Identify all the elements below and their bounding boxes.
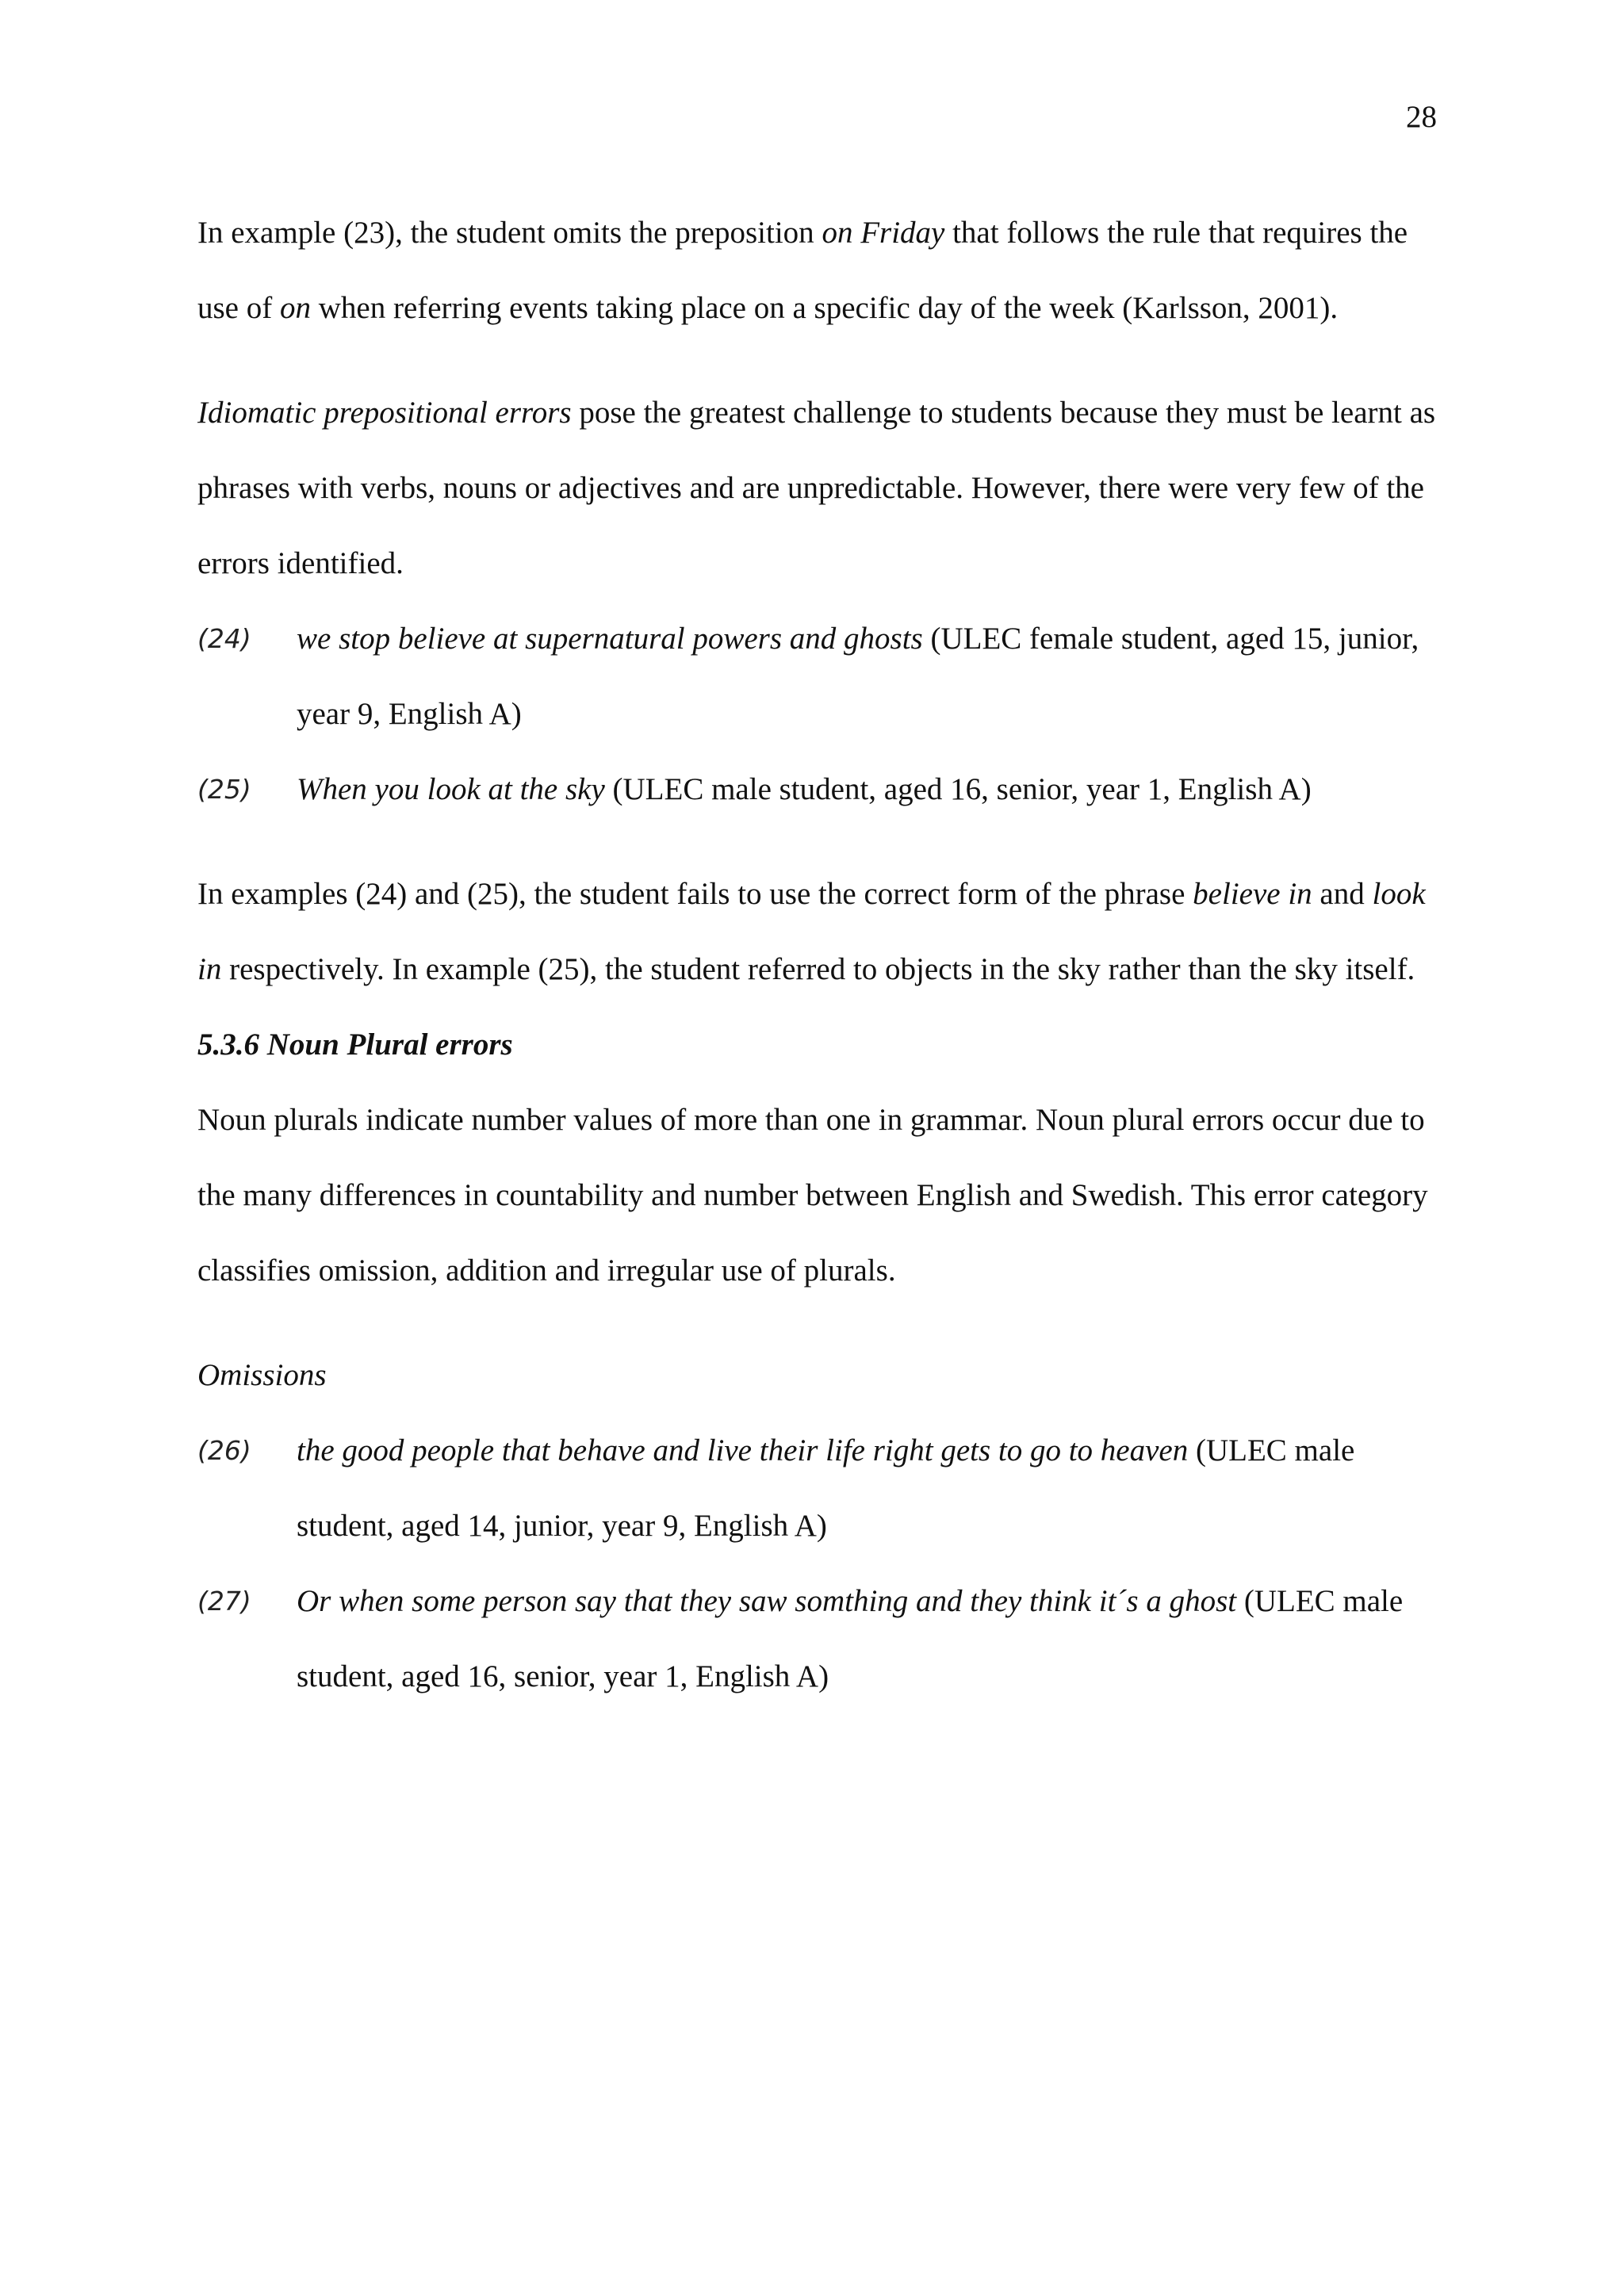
page-number: 28 <box>1406 100 1437 134</box>
example-source: (ULEC male student, aged 16, senior, year 1, English A) <box>604 772 1312 806</box>
paragraph-example-23-discussion <box>197 195 1442 346</box>
italic-term: Idiomatic prepositional errors <box>197 396 572 430</box>
example-quote: we stop believe at supernatural powers and ghosts <box>297 622 923 656</box>
italic-term: look in <box>197 877 1426 986</box>
text-run: In example (23), the student omits the preposition <box>197 216 822 250</box>
text-run: respectively. In example (25), the student referred to objects in the sky rather than the sky itself. <box>221 952 1415 986</box>
example-number: (26) <box>197 1435 251 1466</box>
paragraph-idiomatic-errors <box>197 375 1442 601</box>
italic-term: believe in <box>1193 877 1312 911</box>
text-run: Noun plurals indicate number values of more than one in grammar. Noun plural errors occur due to the many differences in countability and number between English and Swedish. This error category classifies omission, addition and irregular use of plurals. <box>197 1103 1428 1288</box>
example-number: (25) <box>197 774 251 805</box>
section-heading: 5.3.6 Noun Plural errors <box>197 1027 513 1062</box>
subheading-omissions <box>197 1337 1442 1413</box>
example-text <box>297 601 1442 752</box>
example-quote: the good people that behave and live their life right gets to go to heaven <box>297 1433 1189 1468</box>
example-quote: When you look at the sky <box>297 772 605 806</box>
example-24 <box>197 601 1442 752</box>
example-text <box>297 1563 1442 1714</box>
page-body <box>197 195 1442 1714</box>
text-run: and <box>1312 877 1373 911</box>
subheading-text: Omissions <box>197 1358 327 1392</box>
example-source: (ULEC male student, aged 14, junior, year 9, English A) <box>297 1433 1355 1543</box>
example-number: (24) <box>197 623 251 654</box>
text-run: pose the greatest challenge to students because they must be learnt as phrases with verbs, nouns or adjectives and are unpredictable. However, there were very few of the errors identified. <box>197 396 1436 580</box>
example-text <box>297 752 1442 827</box>
italic-term: on <box>279 291 311 325</box>
paragraph-examples-24-25-discussion <box>197 856 1442 1007</box>
text-run: when referring events taking place on a specific day of the week (Karlsson, 2001). <box>310 291 1339 325</box>
example-number: (27) <box>197 1586 251 1617</box>
paragraph-noun-plurals <box>197 1082 1442 1308</box>
example-26 <box>197 1413 1442 1563</box>
example-text <box>297 1413 1442 1563</box>
example-source: (ULEC female student, aged 15, junior, year 9, English A) <box>297 622 1419 731</box>
example-quote: Or when some person say that they saw somthing and they think it´s a ghost <box>297 1584 1237 1618</box>
example-25 <box>197 752 1442 827</box>
text-run: that follows the rule that requires the use of <box>197 216 1408 325</box>
example-source: (ULEC male student, aged 16, senior, year 1, English A) <box>297 1584 1404 1693</box>
text-run: In examples (24) and (25), the student fails to use the correct form of the phrase <box>197 877 1193 911</box>
italic-term: on Friday <box>822 216 945 250</box>
example-27 <box>197 1563 1442 1714</box>
